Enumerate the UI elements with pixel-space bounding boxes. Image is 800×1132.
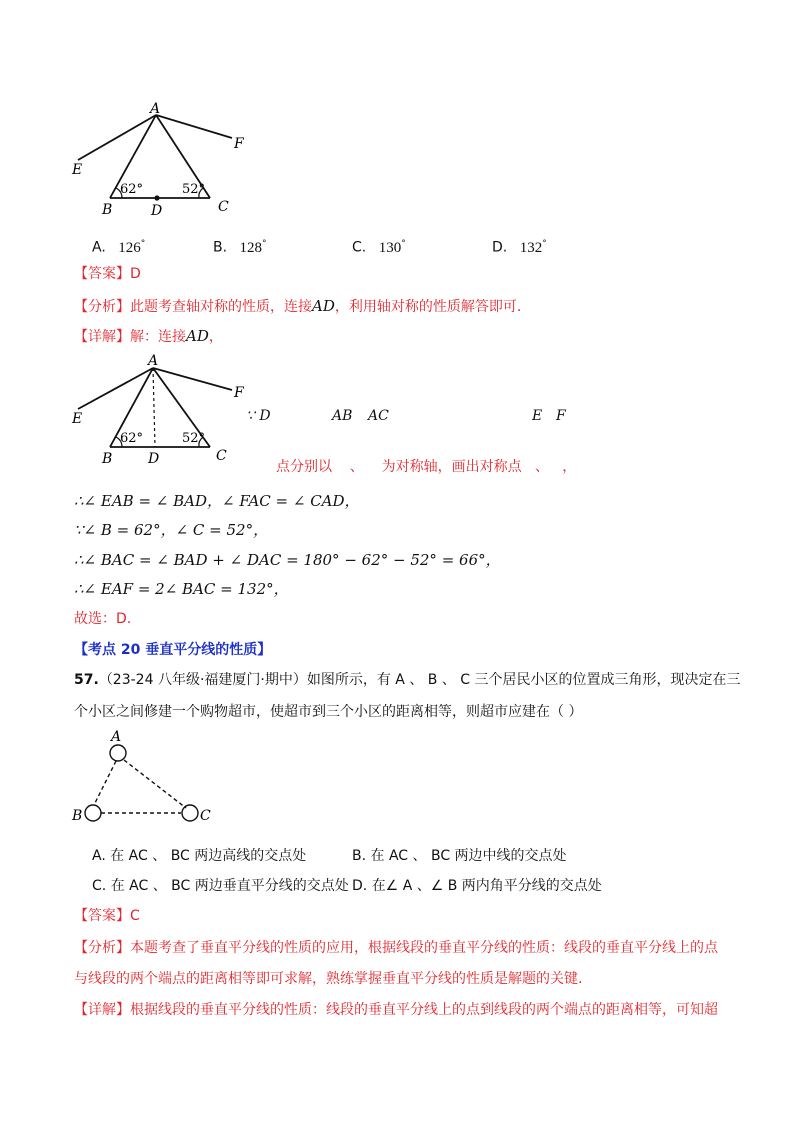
fig2-label-f: F bbox=[234, 385, 244, 401]
q57-answer: 【答案】C bbox=[74, 908, 140, 924]
fig2-label-c: C bbox=[216, 448, 227, 464]
fig1-label-e: E bbox=[72, 162, 83, 178]
fig2-angle-c: 52° bbox=[182, 431, 206, 446]
q56-option-d: D. 132° bbox=[492, 239, 547, 256]
q57-option-a: A. 在 AC 、 BC 两边高线的交点处 bbox=[92, 848, 307, 864]
fig1-label-c: C bbox=[218, 199, 229, 215]
q56-step-3: ∴∠ BAC = ∠ BAD + ∠ DAC = 180° − 62° − 52° = 66°， bbox=[74, 551, 501, 569]
q57-option-b: B. 在 AC 、 BC 两边中线的交点处 bbox=[352, 848, 567, 864]
fig3-label-c: C bbox=[200, 808, 211, 824]
q56-step-2: ∵∠ B = 62°，∠ C = 52°， bbox=[74, 521, 269, 539]
q56-because-d: ∵ D bbox=[246, 408, 271, 424]
fig3-label-b: B bbox=[72, 808, 83, 824]
fig1-angle-c: 52° bbox=[182, 182, 206, 197]
fig2-label-e: E bbox=[72, 411, 83, 427]
figure-triangle-1 bbox=[60, 95, 280, 225]
fig2-label-a: A bbox=[148, 353, 159, 369]
fig1-label-d: D bbox=[151, 203, 163, 219]
fig2-label-d: D bbox=[148, 451, 160, 467]
q56-detail: 【详解】解：连接AD， bbox=[74, 327, 223, 345]
q57-detail-line-1: 【详解】根据线段的垂直平分线的性质：线段的垂直平分线上的点到线段的两个端点的距离相等，可知超 bbox=[74, 1002, 718, 1018]
q57-option-c: C. 在 AC 、 BC 两边垂直平分线的交点处 bbox=[92, 878, 349, 894]
fig1-label-a: A bbox=[150, 101, 161, 117]
q56-conclusion: 故选：D. bbox=[74, 611, 132, 627]
q57-option-d: D. 在∠ A 、∠ B 两内角平分线的交点处 bbox=[352, 878, 602, 894]
q56-option-c: C. 130° bbox=[352, 239, 406, 256]
q56-answer: 【答案】D bbox=[74, 266, 141, 282]
q56-math-ab: AB bbox=[332, 408, 353, 424]
q56-text-line: 点分别以 、 为对称轴，画出对称点 、 ， bbox=[276, 459, 577, 475]
fig1-angle-b: 62° bbox=[120, 182, 144, 197]
fig2-angle-b: 62° bbox=[120, 431, 144, 446]
fig1-label-b: B bbox=[102, 202, 113, 218]
q56-math-e: E bbox=[532, 408, 543, 424]
q56-step-4: ∴∠ EAF = 2∠ BAC = 132°， bbox=[74, 580, 289, 598]
fig2-label-b: B bbox=[102, 451, 113, 467]
figure-three-circles bbox=[66, 728, 226, 828]
q56-option-b: B. 128° bbox=[213, 239, 267, 256]
q56-option-a: A. 126° bbox=[92, 239, 146, 256]
q56-step-1: ∴∠ EAB = ∠ BAD，∠ FAC = ∠ CAD， bbox=[74, 492, 360, 510]
q56-analysis: 【分析】此题考查轴对称的性质，连接AD，利用轴对称的性质解答即可. bbox=[74, 297, 522, 315]
section-heading: 【考点 20 垂直平分线的性质】 bbox=[74, 642, 272, 658]
q57-stem-line-1: 57.（23-24 八年级·福建厦门·期中）如图所示，有 A 、 B 、 C 三个居民小区的位置成三角形，现决定在三 bbox=[74, 672, 741, 688]
fig3-label-a: A bbox=[111, 729, 122, 745]
q57-analysis-line-1: 【分析】本题考查了垂直平分线的性质的应用，根据线段的垂直平分线的性质：线段的垂直平分线上的点 bbox=[74, 940, 718, 956]
fig1-label-f: F bbox=[234, 136, 244, 152]
q57-analysis-line-2: 与线段的两个端点的距离相等即可求解，熟练掌握垂直平分线的性质是解题的关键. bbox=[74, 971, 583, 987]
q56-math-ac: AC bbox=[368, 408, 389, 424]
q57-stem-line-2: 个小区之间修建一个购物超市，使超市到三个小区的距离相等，则超市应建在（ ） bbox=[74, 704, 583, 720]
q56-math-f: F bbox=[556, 408, 566, 424]
